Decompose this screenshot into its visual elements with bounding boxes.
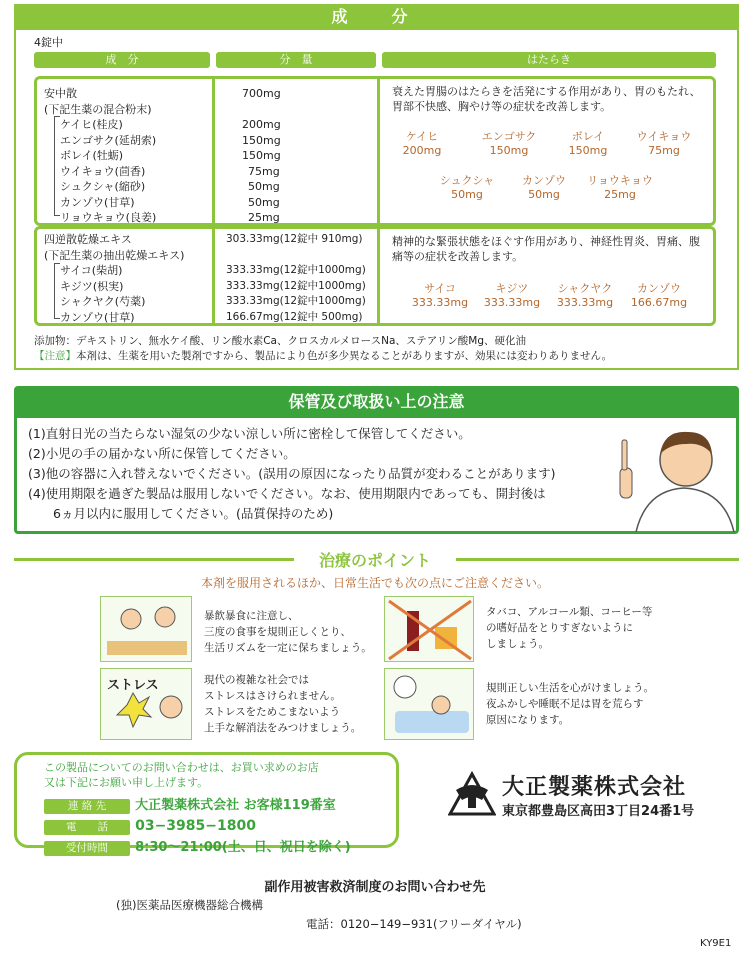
- contact-intro: [44, 760, 319, 790]
- herb-name: ケイヒ: [405, 130, 439, 143]
- herb-item: [552, 282, 618, 310]
- ingredient-name: エンゴサク(延胡索): [60, 133, 157, 147]
- herb-amount: 166.67mg: [630, 296, 688, 309]
- tip-sleep: 規則正しい生活を心がけましょう。 夜ふかしや睡眠不足は胃を荒らす 原因になります。: [486, 682, 654, 726]
- herb-item: [432, 174, 502, 202]
- ingredient-amount: 25mg: [248, 211, 280, 224]
- herb-item: [410, 282, 470, 310]
- group1-amounts: [242, 86, 281, 226]
- contact-row: [44, 836, 351, 857]
- herb-amount: 150mg: [568, 144, 608, 157]
- storage-item: (2)小児の手の届かない所に保管してください。: [28, 446, 296, 461]
- group1-names: [44, 86, 156, 226]
- company-address: 東京都豊島区高田3丁目24番1号: [502, 804, 695, 819]
- caution-note-text: 本剤は、生薬を用いた製剤ですから、製品により色が多少異なることがありますが、効果には変わりありません。: [76, 350, 613, 362]
- caution-note-label: 【注意】: [34, 350, 76, 362]
- ingredient-amount: [226, 248, 366, 264]
- contact-phone: 03−3985−1800: [135, 818, 256, 834]
- ingredient-amount: 333.33mg(12錠中1000mg): [226, 279, 366, 292]
- ingredient-amount: 50mg: [248, 180, 280, 193]
- contact-value: 大正製薬株式会社 お客様119番室: [135, 798, 336, 813]
- herb-amount: 25mg: [604, 188, 636, 201]
- herb-item: [474, 130, 544, 158]
- herb-item: [392, 130, 452, 158]
- storage-item: 6ヵ月以内に服用してください。(品質保持のため): [28, 506, 334, 521]
- ingredient-name: リョウキョウ(良姜): [60, 211, 157, 224]
- relief-org: (独)医薬品医療機器総合機構: [116, 898, 263, 912]
- ingredient-amount: 303.33mg(12錠中 910mg): [226, 233, 363, 245]
- company-name: 大正製薬株式会社: [502, 775, 687, 800]
- herb-amount: 333.33mg: [411, 296, 469, 309]
- col-header-effect: はたらき: [382, 52, 716, 68]
- ingredient-amount: 150mg: [242, 133, 281, 147]
- group2-herbs: [392, 280, 712, 320]
- herb-amount: 50mg: [451, 188, 483, 201]
- tip-meal: 暴飲暴食に注意し、 三度の食事を規則正しくとり、 生活リズムを一定に保ちましょう。: [204, 610, 372, 654]
- storage-item: (3)他の容器に入れ替えないでください。(誤用の原因になったり品質が変わることがあります): [28, 466, 556, 481]
- ingredient-amount: [242, 102, 281, 118]
- ingredient-name: (下記生薬の混合粉末): [44, 102, 152, 116]
- storage-list: [28, 424, 618, 524]
- tip-habits: タバコ、アルコール類、コーヒー等 の嗜好品をとりすぎないように しましょう。: [486, 606, 653, 650]
- stress-label: ストレス: [107, 678, 159, 693]
- ingredient-name: 四逆散乾燥エキス: [44, 233, 132, 246]
- company-logo-icon: [448, 770, 496, 818]
- herb-name: ボレイ: [571, 130, 605, 143]
- stress-illustration: [100, 668, 192, 740]
- storage-item: (4)使用期限を過ぎた製品は服用しないでください。なお、使用期限内であっても、開封後は: [28, 486, 546, 501]
- contact-label: 受付時間: [44, 841, 130, 856]
- ingredient-name: シャクヤク(芍薬): [60, 295, 146, 308]
- ingredient-name: シュクシャ(縮砂): [60, 180, 146, 193]
- product-code: KY9E1: [700, 938, 732, 949]
- herb-amount: 333.33mg: [483, 296, 541, 309]
- herb-item: [482, 282, 542, 310]
- ingredient-amount: 166.67mg(12錠中 500mg): [226, 310, 363, 323]
- storage-header: 保管及び取扱い上の注意: [14, 386, 739, 418]
- herb-name: リョウキョウ: [587, 174, 653, 187]
- herb-amount: 333.33mg: [556, 296, 614, 309]
- herb-name: カンゾウ: [522, 174, 566, 187]
- herb-name: サイコ: [424, 282, 456, 295]
- herb-amount: 150mg: [489, 144, 529, 157]
- herb-item: [626, 282, 692, 310]
- group2-effect: 精神的な緊張状態をほぐす作用があり、神経性胃炎、胃痛、腹痛等の症状を改善します。: [392, 235, 700, 263]
- divider: [212, 79, 215, 223]
- herb-name: キジツ: [495, 282, 529, 295]
- herb-name: シュクシャ: [439, 174, 495, 187]
- ingredient-name: キジツ(枳実): [60, 279, 124, 293]
- contact-intro-line: この製品についてのお問い合わせは、お買い求めのお店: [44, 761, 319, 774]
- herb-item: [582, 174, 658, 202]
- ingredient-name: ボレイ(牡蛎): [60, 149, 124, 162]
- ingredient-amount: 75mg: [248, 164, 280, 178]
- points-subtitle: 本剤を服用されるほか、日常生活でも次の点にご注意ください。: [200, 576, 549, 590]
- ingredient-amount: 50mg: [248, 195, 280, 209]
- ingredient-amount: 700mg: [242, 87, 281, 100]
- ingredient-name: サイコ(柴胡): [60, 264, 123, 277]
- no-smoking-alcohol-icon: [384, 596, 474, 662]
- dose-note: 4錠中: [34, 36, 63, 49]
- herb-name: シャクヤク: [557, 282, 613, 295]
- ingredients-header: 成 分: [14, 4, 739, 30]
- divider: [377, 229, 380, 323]
- group1-herbs: [392, 128, 712, 218]
- group2-names: [44, 232, 184, 325]
- herb-amount: 200mg: [402, 144, 442, 157]
- ingredient-name: 安中散: [44, 87, 77, 100]
- pharmacist-illustration: [606, 420, 736, 532]
- additives: 添加物：デキストリン、無水ケイ酸、リン酸水素Ca、クロスカルメロースNa、ステアリン酸Mg、硬化油: [34, 335, 527, 347]
- ingredient-name: カンゾウ(甘草): [60, 310, 135, 324]
- group2-amounts: [226, 232, 366, 325]
- relief-title: 副作用被害救済制度のお問い合わせ先: [264, 880, 486, 895]
- divider: [212, 229, 215, 323]
- ingredient-name: ケイヒ(桂皮): [60, 118, 123, 131]
- relief-phone: 電話：0120−149−931(フリーダイヤル): [306, 917, 522, 931]
- sleep-illustration: [384, 668, 474, 740]
- contact-intro-line: 又は下記にお願い申し上げます。: [44, 776, 209, 789]
- ingredient-amount: 150mg: [242, 149, 281, 162]
- col-header-ingredient: 成 分: [34, 52, 210, 68]
- meal-illustration: [100, 596, 192, 662]
- contact-label: 電 話: [44, 820, 130, 835]
- storage-item: (1)直射日光の当たらない湿気の少ない涼しい所に密栓して保管してください。: [28, 426, 471, 441]
- divider: [456, 558, 739, 561]
- tip-stress: 現代の複雑な社会では ストレスはさけられません。 ストレスをためこまないよう 上手な解消法をみつけましょう。: [204, 674, 362, 734]
- herb-amount: 50mg: [528, 188, 560, 201]
- contact-row: [44, 794, 351, 815]
- caution-note: [34, 349, 612, 363]
- points-title: 治療のポイント: [318, 551, 431, 570]
- herb-item: [514, 174, 574, 202]
- divider: [377, 79, 380, 223]
- col-header-amount: 分 量: [216, 52, 376, 68]
- herb-name: ウイキョウ: [636, 130, 692, 143]
- ingredient-amount: 333.33mg(12錠中1000mg): [226, 264, 366, 276]
- ingredient-amount: 333.33mg(12錠中1000mg): [226, 295, 366, 307]
- group1-effect: 衰えた胃腸のはたらきを活発にする作用があり、胃のもたれ、胃部不快感、胸やけ等の症状を改善します。: [392, 85, 701, 113]
- herb-item: [628, 130, 700, 158]
- ingredient-name: (下記生薬の抽出乾燥エキス): [44, 248, 185, 262]
- divider: [14, 558, 294, 561]
- herb-amount: 75mg: [648, 144, 680, 157]
- herb-name: カンゾウ: [637, 282, 681, 295]
- contact-value: 8:30〜21:00(土、日、祝日を除く): [135, 840, 351, 855]
- ingredient-name: カンゾウ(甘草): [60, 195, 135, 209]
- ingredient-name: ウイキョウ(茴香): [60, 164, 146, 178]
- contact-row: [44, 815, 351, 836]
- contact-label: 連 絡 先: [44, 799, 130, 814]
- herb-name: エンゴサク: [481, 130, 537, 143]
- ingredient-amount: 200mg: [242, 118, 281, 131]
- herb-item: [558, 130, 618, 158]
- contact-rows: [44, 794, 351, 857]
